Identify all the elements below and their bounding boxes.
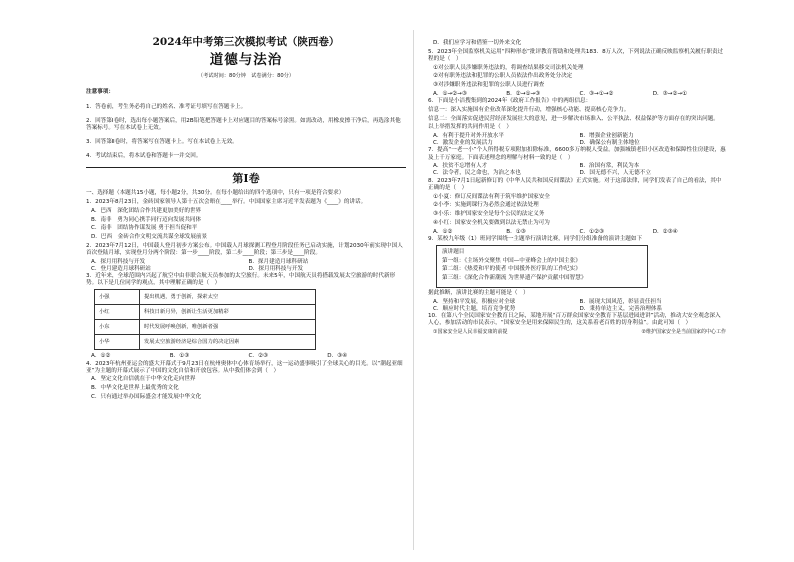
question-2-stem: 2．2023年7月12日，中国载人登月初步方案公布。中国载人月球探测工程登月阶段任务已启动实施，计划2030年前实现中国人首次登陆月球，实现登月分两个阶段：第一步____阶段，第二步____阶段；第三步是____阶段。 xyxy=(86,242,403,257)
option: B．①③ xyxy=(169,353,190,360)
question-6-stem: 6．下面是小洁搜集到的2024年《政府工作报告》中的两组信息： xyxy=(428,98,592,105)
statement: ②维护国家安全是当前国家的中心工作 xyxy=(641,328,726,335)
option: B．展现大国风范，彰显责任担当 xyxy=(579,298,662,305)
option: B．增强企业创新能力 xyxy=(579,133,634,140)
statement: ③对涉嫌职务违法和犯罪的公职人员进行调查 xyxy=(433,82,545,89)
option: D．②③④ xyxy=(652,228,678,235)
notes-title: 注意事项： xyxy=(86,89,114,96)
option: D．③④ xyxy=(327,353,348,360)
option: A．探月用科技与开发 xyxy=(91,258,146,265)
options-row xyxy=(428,170,726,177)
options-row xyxy=(428,91,726,98)
options-row xyxy=(428,229,726,236)
question-7-stem: 7．提高“一老一小”个人所得税专项附加扣除标准，6600多万纳税人受益。加强城镇老旧小区改造和保障性住房建设，惠及上千万家庭。下面表述理念的理解与材料一致的是（ ） xyxy=(428,147,726,161)
statements-row xyxy=(428,329,726,335)
options-row xyxy=(86,353,406,360)
option: D．国无德不兴，人无德不立 xyxy=(579,170,651,177)
question-3-stem: 3．近年来，全球范围内兴起了航空中由非联合航天员参加的太空旅行。未来5年，中国航天员将搭载发展太空旅游的时代新形势。以下是几位同学的观点，其中理解正确的是（ ） xyxy=(86,273,396,287)
option: C．激发企业的发展活力 xyxy=(433,140,493,147)
option: D．探月用科技与开发 xyxy=(248,265,304,272)
question-10-stem: 10．在第八个全民国家安全教育日之际，某地开展“百万群众国家安全教育下基层进园进讲”活动，推动大安全观念深入人心，参加活动的市民表示，“国家安全是用来保障民生的，这关系着老百姓的切身利益”。由此可知（ ） xyxy=(428,312,721,327)
option: A．有利于提升对外开放水平 xyxy=(433,133,504,140)
subject-title: 道德与法治 xyxy=(209,52,283,69)
info-text: 信息一：深入实施国有企业改革深化提升行动，增强核心功能、提高核心竞争力。 xyxy=(428,106,630,113)
speech-topics-box xyxy=(436,245,648,288)
statement: ②对有职务违法和犯罪的公职人员依法作出政务处分决定 xyxy=(433,73,573,80)
info-text: 信息二：全面落实促进民营经济发展壮大的意见，进一步解决市场准入、公平执法、权益保护等方面存在的突出问题。 xyxy=(428,115,719,122)
question-5-stem: 5．2023年全国监察机关运用“四种形态”批评教育帮助和处理共183．8万人次，下列说法正确反映监察机关履行职责过程的是（ ） xyxy=(428,48,724,62)
table-cell: 发展太空旅游经济是综合国力的决定因素 xyxy=(140,335,316,350)
question-ask: 据此推断，演讲比赛的主题可能是（ ） xyxy=(428,289,529,296)
section-rule xyxy=(86,167,406,168)
option: B．南非 勇为同心携手同行迈向发展共同体 xyxy=(91,216,202,223)
note-item: 2．回答第Ⅰ卷时，选出每小题答案后，用2B铅笔把答题卡上对应题目的答案标号涂黑。如需改动，用橡皮擦干净后，再选涂其他答案标号。写在本试卷上无效。 xyxy=(86,117,401,131)
option: A．扶贫不忘增有人才 xyxy=(433,163,488,170)
option: C．只有通过举办国际盛会才能发展中华文化 xyxy=(91,393,202,400)
exam-meta: （考试时间：80分钟 试卷满分：80分） xyxy=(197,72,295,79)
statement: ①小夏：修订反间谍法有利于筑牢维护国家安全 xyxy=(433,193,550,200)
option: D．巴西 金砖合作文明交流共谋全球发展前景 xyxy=(91,234,208,241)
section-heading: 第Ⅰ卷 xyxy=(232,172,260,186)
option: D．秉持单边主义，完善治理体系 xyxy=(579,305,663,312)
section-instruction: 一、选择题（本题共15小题，每小题2分，共30分。在每小题给出的四个选项中，只有一项是符合要求） xyxy=(86,190,345,197)
table-cell: 小红 xyxy=(95,305,140,320)
table-cell: 提出机遇，勇于创新，探索太空 xyxy=(140,290,316,305)
question-8-stem: 8．2023年7月1日起新修订的《中华人民共和国反间谍法》正式实施。对于这部法律，同学们发表了自己的看法，其中正确的是（ ） xyxy=(428,177,722,191)
note-item: 1．答卷前，考生务必将自己的姓名、准考证号填写在答题卡上。 xyxy=(86,103,247,110)
statement: ④小红：国家安全机关要做到以法无禁止为可为 xyxy=(433,219,550,226)
question-ask: 以上举措发挥的共同作用是（ ） xyxy=(428,124,512,131)
opinion-table xyxy=(94,289,316,350)
option: B．②→①→③ xyxy=(506,90,541,97)
question-4-stem: 4．2023年杭州亚运会的盛大开幕式于9月23日在杭州奥体中心体育场举行，这一运动盛事吸引了全球关心的目光。以“潮起亚细亚”为主题的开幕式展示了中国的文化自信和开放包容。从中我们体会到（ ） xyxy=(86,360,403,374)
option: A．坚定文化自信就在于中华文化走向世界 xyxy=(91,376,196,383)
table-cell: 时代发展呼唤创新，唯创新者强 xyxy=(140,320,316,335)
option: C．③→①→② xyxy=(579,90,614,97)
options-row xyxy=(428,306,726,313)
note-item: 3．回答第Ⅱ卷时，将答案写在答题卡上。写在本试卷上无效。 xyxy=(86,138,238,145)
option: C．南非 团结协作谋发展 勇于担当促和平 xyxy=(91,225,198,232)
right-column xyxy=(428,0,726,562)
box-item: 第一组：《主场外交聚焦 中国—中亚峰会上的中国主张》 xyxy=(442,257,581,264)
option: C．②③ xyxy=(248,353,269,360)
statement: ①国家安全是人民幸福安康的前提 xyxy=(433,328,508,335)
left-column xyxy=(86,0,406,562)
box-item: 第二组：《热爱和平的使者 中国援外医疗队的工作纪实》 xyxy=(442,266,581,273)
option: A．坚持和平发展，积极应对全球 xyxy=(433,298,516,305)
table-row xyxy=(95,335,316,350)
exam-title: 2024年中考第三次模拟考试（陕西卷） xyxy=(152,36,340,48)
statement: ③小乐：维护国家安全是每个公民的法定义务 xyxy=(433,211,545,217)
option: D．确保公有制主体地位 xyxy=(579,140,640,147)
table-cell: 科技日新月异，创新让生活更加精彩 xyxy=(140,305,316,320)
option: D．③→②→① xyxy=(652,90,688,97)
option: C．登月建造月球科研站 xyxy=(91,265,151,272)
option: C．法令者，民之命也，为治之本也 xyxy=(433,170,521,177)
option: C．①②③ xyxy=(579,228,605,235)
table-row xyxy=(95,290,316,305)
options-row xyxy=(86,259,406,266)
question-1-stem: 1．2023年8月23日，金砖国家领导人第十五次会晤在____举行。中国国家主席习近平发表题为《____》的讲话。 xyxy=(86,199,367,206)
question-9-stem: 9．某校九年级（1）班同学围绕一主题举行演讲比赛，同学们分组准备的演讲主题如下 xyxy=(428,235,643,242)
option: A．①→②→③ xyxy=(433,90,467,97)
option: B．治国有常，利民为本 xyxy=(579,163,640,170)
table-cell: 小华 xyxy=(95,335,140,350)
option: A．①② xyxy=(433,228,453,235)
option: A．巴西 深化团结合作共建更加美好的世界 xyxy=(91,207,202,214)
option: B．①③ xyxy=(506,228,526,235)
option: B．中华文化是世界上最优秀的文化 xyxy=(91,385,179,392)
option: A．①② xyxy=(91,353,111,360)
option: B．探月建造月球科研站 xyxy=(248,258,309,265)
table-row xyxy=(95,305,316,320)
box-title: 演讲题目 xyxy=(442,248,465,255)
option: C．顺应时代主题，培育竞争优势 xyxy=(433,305,516,312)
options-row xyxy=(428,299,726,306)
statement: ①对公职人员涉嫌职务违法的，将调查结果移交司法机关处理 xyxy=(433,64,584,71)
option: D．我们应学习和借鉴一切外来文化 xyxy=(433,40,522,46)
table-cell: 小强 xyxy=(95,290,140,305)
statement: ②小李：实施到课行为必然会通过依法处理 xyxy=(433,202,539,209)
table-row xyxy=(95,320,316,335)
box-item: 第三组：《深化合作新潮流 为世界遗产保护贡献中国智慧》 xyxy=(442,275,587,282)
column-divider xyxy=(413,30,414,550)
table-cell: 小东 xyxy=(95,320,140,335)
note-item: 4．考试结束后，将本试卷和答题卡一并交回。 xyxy=(86,153,202,160)
